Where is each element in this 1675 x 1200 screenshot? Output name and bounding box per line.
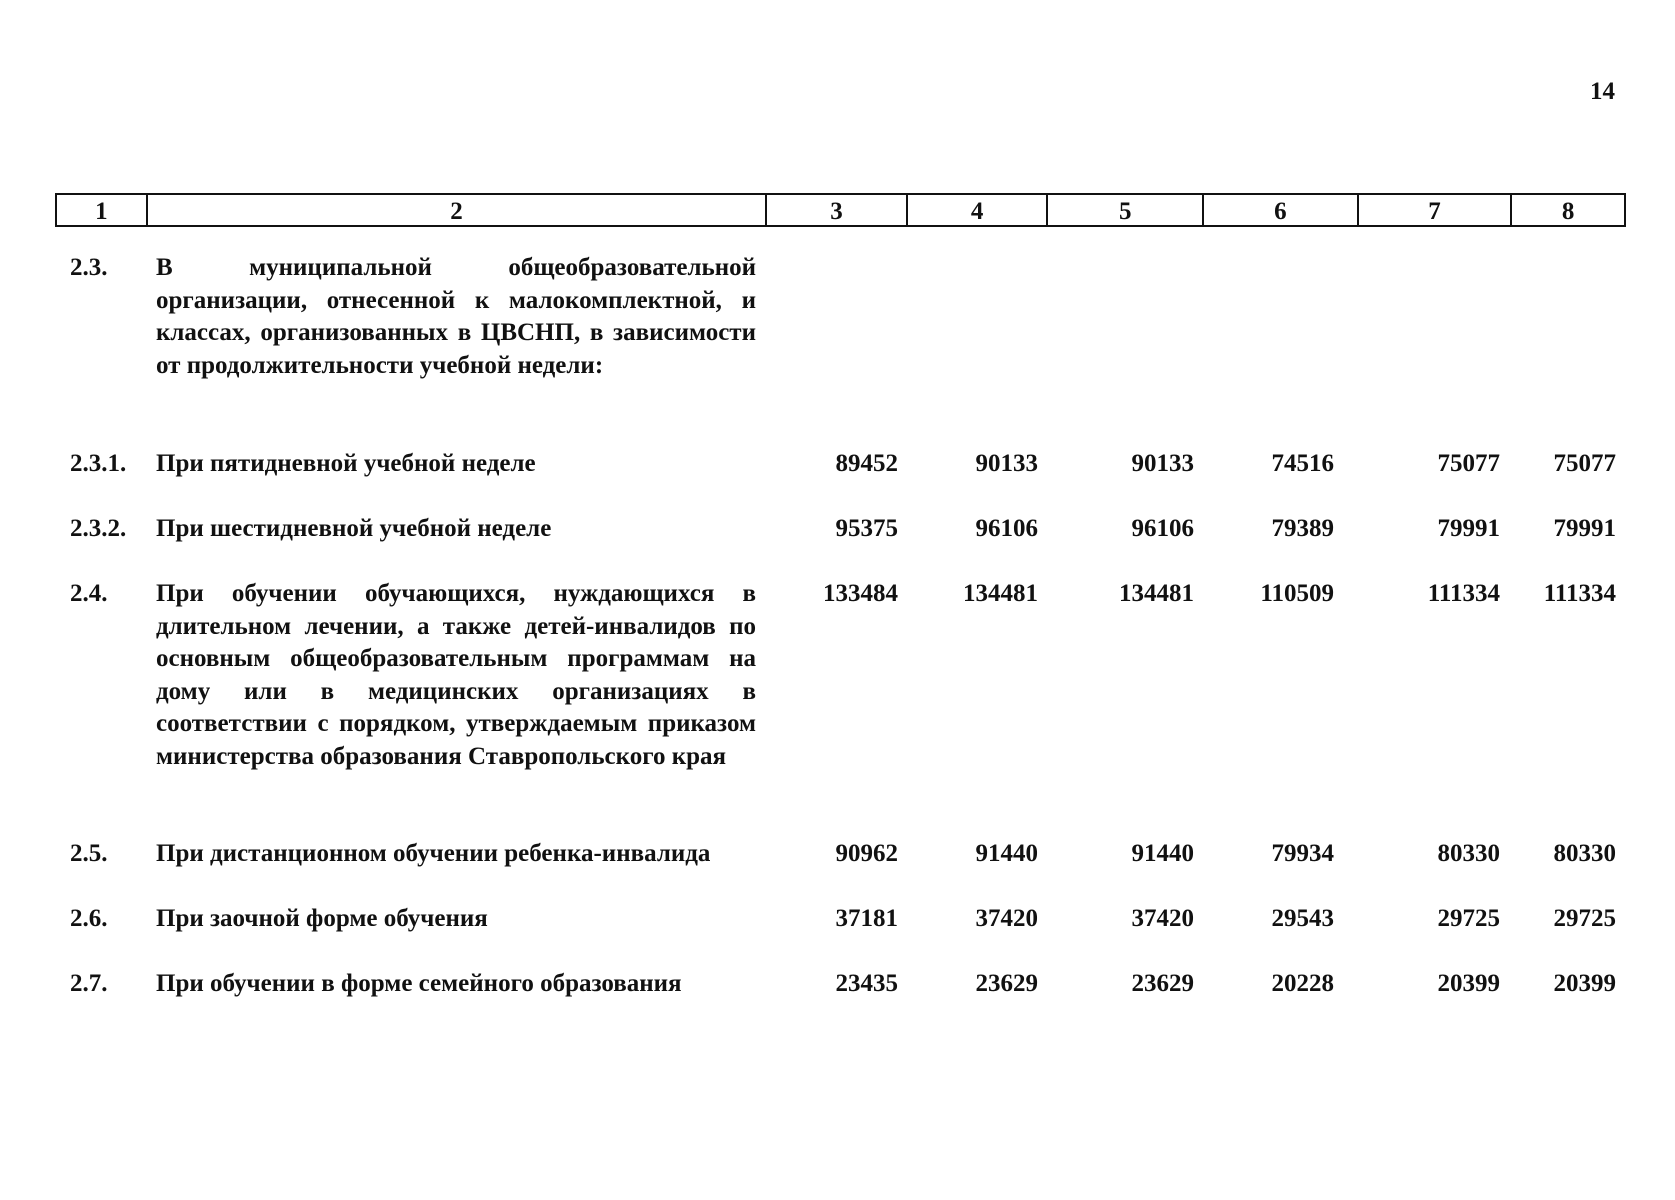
page-number: 14	[1590, 78, 1615, 105]
value-col-8: 80330	[1553, 840, 1616, 867]
value-col-4: 90133	[975, 450, 1038, 477]
value-col-6: 110509	[1260, 580, 1334, 607]
value-col-4: 37420	[975, 905, 1038, 932]
row-description: При дистанционном обучении ребенка-инвалида	[156, 840, 711, 867]
value-col-7: 29725	[1437, 905, 1500, 932]
value-col-6: 79934	[1271, 840, 1334, 867]
value-col-5: 96106	[1131, 515, 1194, 542]
row-description: При обучении в форме семейного образования	[156, 970, 682, 997]
row-number: 2.6.	[70, 905, 108, 932]
value-col-7: 80330	[1437, 840, 1500, 867]
value-col-3: 89452	[835, 450, 898, 477]
row-number: 2.5.	[70, 840, 108, 867]
row-number: 2.3.1.	[70, 450, 127, 477]
header-col-3: 3	[767, 195, 908, 225]
row-description: При заочной форме обучения	[156, 905, 488, 932]
value-col-5: 90133	[1131, 450, 1194, 477]
row-description: При шестидневной учебной неделе	[156, 515, 552, 542]
value-col-6: 20228	[1271, 970, 1334, 997]
column-number-header	[55, 193, 1626, 227]
value-col-3: 95375	[835, 515, 898, 542]
value-col-7: 79991	[1437, 515, 1500, 542]
value-col-8: 20399	[1553, 970, 1616, 997]
value-col-6: 79389	[1271, 515, 1334, 542]
value-col-3: 37181	[835, 905, 898, 932]
value-col-4: 23629	[975, 970, 1038, 997]
value-col-4: 134481	[963, 580, 1038, 607]
value-col-4: 91440	[975, 840, 1038, 867]
value-col-6: 74516	[1271, 450, 1334, 477]
value-col-3: 90962	[835, 840, 898, 867]
value-col-3: 133484	[823, 580, 898, 607]
value-col-5: 23629	[1131, 970, 1194, 997]
header-col-6: 6	[1204, 195, 1359, 225]
header-col-7: 7	[1359, 195, 1513, 225]
row-number: 2.4.	[70, 580, 108, 607]
value-col-3: 23435	[835, 970, 898, 997]
row-number: 2.3.2.	[70, 515, 127, 542]
row-number: 2.7.	[70, 970, 108, 997]
header-col-8: 8	[1561, 197, 1575, 225]
header-col-2: 2	[148, 195, 767, 225]
header-col-5: 5	[1048, 195, 1204, 225]
value-col-7: 20399	[1437, 970, 1500, 997]
value-col-5: 134481	[1119, 580, 1194, 607]
value-col-8: 111334	[1543, 580, 1616, 607]
header-col-4: 4	[908, 195, 1049, 225]
header-col-1: 1	[57, 195, 148, 225]
value-col-8: 79991	[1553, 515, 1616, 542]
row-description: В муниципальной общеобразовательной организации, отнесенной к малокомплектной, и классах, организованных в ЦВСНП, в зависимости от продолжительности учебной недели:	[156, 254, 756, 379]
value-col-5: 37420	[1131, 905, 1194, 932]
value-col-7: 111334	[1427, 580, 1500, 607]
value-col-5: 91440	[1131, 840, 1194, 867]
value-col-6: 29543	[1271, 905, 1334, 932]
value-col-4: 96106	[975, 515, 1038, 542]
value-col-8: 29725	[1553, 905, 1616, 932]
row-description: При пятидневной учебной неделе	[156, 450, 536, 477]
row-number: 2.3.	[70, 254, 108, 281]
value-col-8: 75077	[1553, 450, 1616, 477]
row-description: При обучении обучающихся, нуждающихся в длительном лечении, а также детей-инвалидов по основным общеобразовательным программам на дому или в медицинских организациях в соответствии с порядком, утверждаемым приказом министерства образования Ставропольского края	[156, 580, 756, 770]
value-col-7: 75077	[1437, 450, 1500, 477]
